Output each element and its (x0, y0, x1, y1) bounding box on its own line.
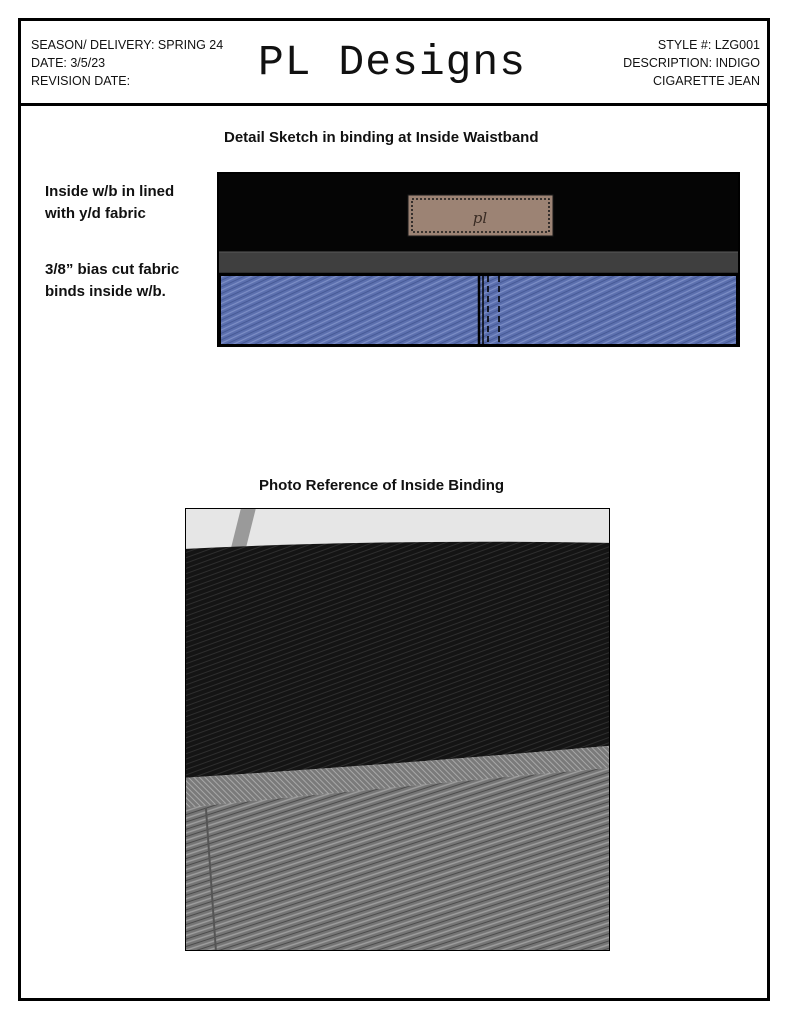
season-text: SEASON/ DELIVERY: SPRING 24 (31, 38, 224, 52)
label-logo: pl (472, 209, 488, 227)
header-divider (18, 103, 770, 106)
sketch-title: Detail Sketch in binding at Inside Waistband (224, 129, 539, 146)
photo-waistband (186, 542, 609, 778)
lining-note-line2: with y/d fabric (45, 205, 146, 222)
description-text-cont: CIGARETTE JEAN (653, 74, 760, 88)
binding-photo (185, 508, 610, 951)
waistband-sketch (217, 172, 740, 347)
description-text: DESCRIPTION: INDIGO (623, 56, 760, 70)
binding-note (45, 259, 179, 303)
brand-title: PL Designs (258, 38, 527, 87)
lining-note-line1: Inside w/b in lined (45, 183, 175, 200)
brand-label (408, 195, 553, 236)
date-text: DATE: 3/5/23 (31, 56, 106, 70)
binding-note-line1: 3/8” bias cut fabric (45, 261, 180, 278)
revision-date-text: REVISION DATE: (31, 74, 131, 88)
bias-binding (219, 252, 738, 274)
binding-note-line2: binds inside w/b. (45, 283, 166, 300)
header-right-info (623, 36, 760, 90)
style-number-text: STYLE #: LZG001 (657, 38, 760, 52)
photo-title: Photo Reference of Inside Binding (259, 477, 505, 494)
header-left-info (31, 36, 223, 90)
lining-note (45, 181, 174, 225)
